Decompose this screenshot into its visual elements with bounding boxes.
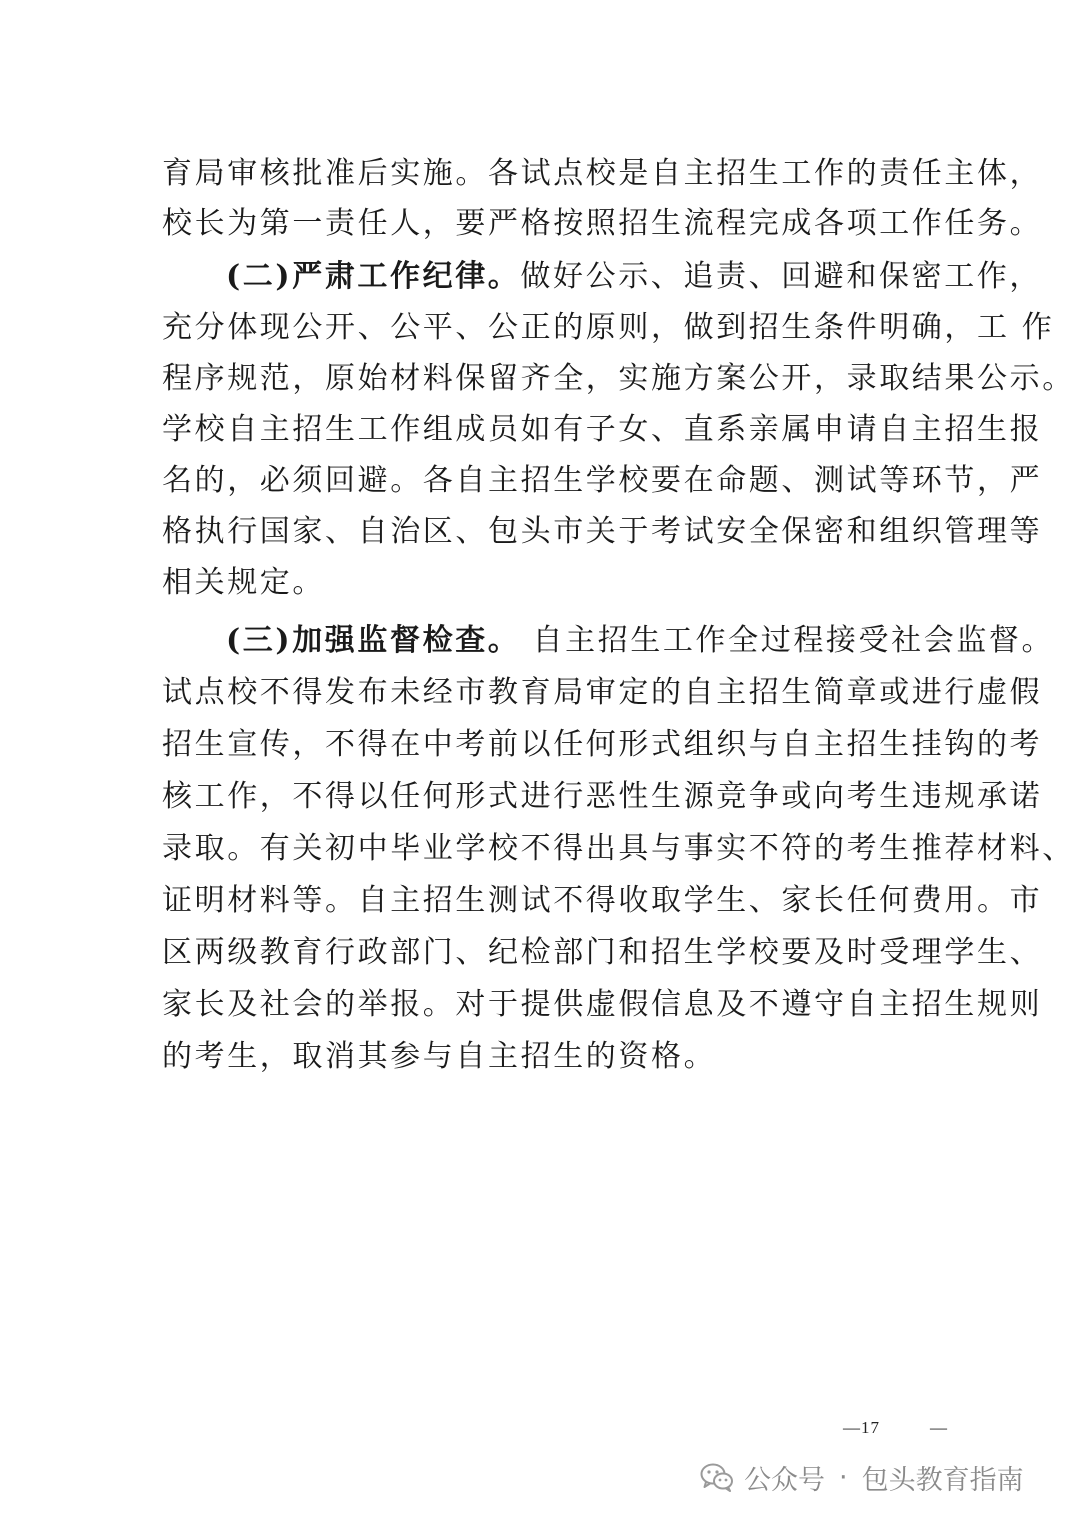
paragraph-line: 试点校不得发布未经市教育局审定的自主招生简章或进行虚假 bbox=[162, 675, 1043, 710]
section-heading-line: (三)加强监督检查。 自主招生工作全过程接受社会监督。 bbox=[226, 623, 1055, 658]
paragraph-line: 家长及社会的举报。对于提供虚假信息及不遵守自主招生规则 bbox=[162, 987, 1043, 1022]
page-number: —17 — bbox=[843, 1418, 948, 1437]
paragraph-line: 程序规范，原始材料保留齐全，实施方案公开，录取结果公示。 bbox=[162, 361, 1075, 396]
wechat-icon bbox=[700, 1462, 734, 1492]
paragraph-line: 充分体现公开、公平、公正的原则，做到招生条件明确，工 作 bbox=[162, 310, 1055, 345]
wechat-watermark bbox=[700, 1457, 1024, 1497]
paragraph-line: 核工作，不得以任何形式进行恶性生源竞争或向考生违规承诺 bbox=[162, 779, 1043, 814]
paragraph-line: 证明材料等。自主招生测试不得收取学生、家长任何费用。市 bbox=[162, 883, 1043, 918]
watermark-account: 包头教育指南 bbox=[861, 1464, 1024, 1496]
paragraph-line: 区两级教育行政部门、纪检部门和招生学校要及时受理学生、 bbox=[162, 935, 1043, 970]
paragraph-line: 录取。有关初中毕业学校不得出具与事实不符的考生推荐材料、 bbox=[162, 831, 1075, 866]
paragraph-line: 学校自主招生工作组成员如有子女、直系亲属申请自主招生报 bbox=[162, 412, 1043, 447]
section-heading-line: (二)严肃工作纪律。做好公示、追责、回避和保密工作， bbox=[226, 259, 1042, 294]
paragraph-line: 格执行国家、自治区、包头市关于考试安全保密和组织管理等 bbox=[162, 514, 1043, 549]
paragraph-line: 校长为第一责任人，要严格按照招生流程完成各项工作任务。 bbox=[162, 206, 1043, 241]
section-heading: (三)加强监督检查。 bbox=[226, 623, 521, 658]
paragraph-line: 相关规定。 bbox=[162, 565, 325, 600]
section-heading: (二)严肃工作纪律。 bbox=[226, 259, 521, 294]
paragraph-line: 育局审核批准后实施。各试点校是自主招生工作的责任主体， bbox=[162, 156, 1043, 191]
paragraph-line: 名的，必须回避。各自主招生学校要在命题、测试等环节，严 bbox=[162, 463, 1043, 498]
watermark-separator: · bbox=[839, 1461, 848, 1493]
paragraph-line: 的考生，取消其参与自主招生的资格。 bbox=[162, 1039, 717, 1074]
watermark-label: 公众号 bbox=[744, 1464, 825, 1496]
paragraph-line: 招生宣传，不得在中考前以任何形式组织与自主招生挂钩的考 bbox=[162, 727, 1043, 762]
